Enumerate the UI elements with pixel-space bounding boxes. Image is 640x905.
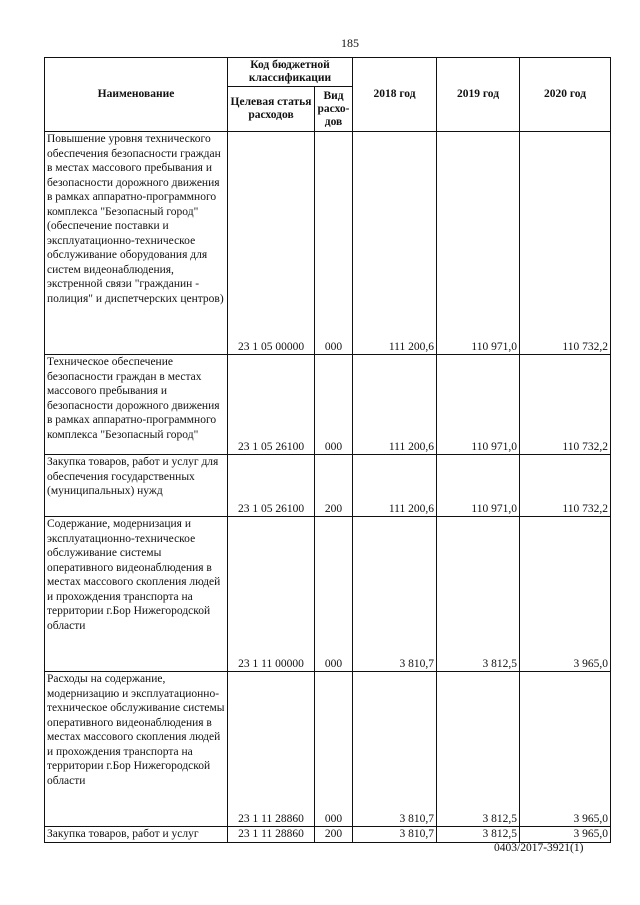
row-2020-value-cell: 3 965,0 — [520, 827, 611, 843]
header-2018: 2018 год — [353, 58, 437, 132]
header-name: Наименование — [45, 58, 228, 132]
header-target-article: Целевая статья расходов — [228, 87, 315, 132]
table-row — [45, 672, 611, 827]
row-2018-value-cell: 111 200,6 — [353, 455, 437, 517]
table-row — [45, 355, 611, 455]
row-2018-value-cell: 111 200,6 — [353, 132, 437, 355]
row-2019-value-cell: 3 812,5 — [437, 517, 520, 672]
row-target-article-cell: 23 1 11 00000 — [228, 517, 315, 672]
row-2019-value-cell: 3 812,5 — [437, 827, 520, 843]
table-header-row — [45, 58, 611, 87]
budget-table — [44, 57, 611, 843]
row-2020-value-cell: 110 732,2 — [520, 355, 611, 455]
row-2020-value-cell: 3 965,0 — [520, 672, 611, 827]
row-2018-value-cell: 3 810,7 — [353, 827, 437, 843]
header-2020: 2020 год — [520, 58, 611, 132]
row-name-cell: Закупка товаров, работ и услуг для обеспечения государственных (муниципальных) нужд — [45, 455, 228, 517]
row-2018-value-cell: 3 810,7 — [353, 517, 437, 672]
row-expense-kind-cell: 200 — [315, 827, 353, 843]
header-expense-kind: Вид расхо-дов — [315, 87, 353, 132]
row-name-cell: Техническое обеспечение безопасности граждан в местах массового пребывания и безопасности дорожного движения в рамках аппаратно-программного комплекса "Безопасный город" — [45, 355, 228, 455]
row-2019-value-cell: 3 812,5 — [437, 672, 520, 827]
row-2019-value-cell: 110 971,0 — [437, 355, 520, 455]
row-2018-value-cell: 111 200,6 — [353, 355, 437, 455]
row-name-cell: Повышение уровня технического обеспечения безопасности граждан в местах массового пребывания и безопасности дорожного движения в рамках аппаратно-программного комплекса "Безопасный город" (обеспечение поставки и эксплуатационно-техническое обслуживание оборудования для систем видеонаблюдения, экстренной связи "гражданин - полиция" и диспетчерских центров) — [45, 132, 228, 355]
row-name-cell: Закупка товаров, работ и услуг — [45, 827, 228, 843]
row-target-article-cell: 23 1 11 28860 — [228, 672, 315, 827]
row-expense-kind-cell: 200 — [315, 455, 353, 517]
row-target-article-cell: 23 1 11 28860 — [228, 827, 315, 843]
header-code-group: Код бюджетной классификации — [228, 58, 353, 87]
row-target-article-cell: 23 1 05 00000 — [228, 132, 315, 355]
row-2018-value-cell: 3 810,7 — [353, 672, 437, 827]
row-2020-value-cell: 3 965,0 — [520, 517, 611, 672]
row-expense-kind-cell: 000 — [315, 517, 353, 672]
table-row — [45, 827, 611, 843]
row-name-cell: Содержание, модернизация и эксплуатационно-техническое обслуживание системы оперативного видеонаблюдения в местах массового скопления людей и прохождения транспорта на территории г.Бор Нижегородской области — [45, 517, 228, 672]
row-2019-value-cell: 110 971,0 — [437, 455, 520, 517]
row-target-article-cell: 23 1 05 26100 — [228, 355, 315, 455]
table-body — [45, 132, 611, 843]
document-number: 0403/2017-3921(1) — [494, 842, 584, 854]
row-expense-kind-cell: 000 — [315, 355, 353, 455]
table-row — [45, 455, 611, 517]
page-number: 185 — [341, 36, 359, 50]
table-row — [45, 132, 611, 355]
row-target-article-cell: 23 1 05 26100 — [228, 455, 315, 517]
header-2019: 2019 год — [437, 58, 520, 132]
row-2020-value-cell: 110 732,2 — [520, 455, 611, 517]
row-name-cell: Расходы на содержание, модернизацию и эксплуатационно-техническое обслуживание системы оперативного видеонаблюдения в местах массового скопления людей и прохождения транспорта на территории г.Бор Нижегородской области — [45, 672, 228, 827]
row-2020-value-cell: 110 732,2 — [520, 132, 611, 355]
table-row — [45, 517, 611, 672]
row-expense-kind-cell: 000 — [315, 672, 353, 827]
row-2019-value-cell: 110 971,0 — [437, 132, 520, 355]
row-expense-kind-cell: 000 — [315, 132, 353, 355]
